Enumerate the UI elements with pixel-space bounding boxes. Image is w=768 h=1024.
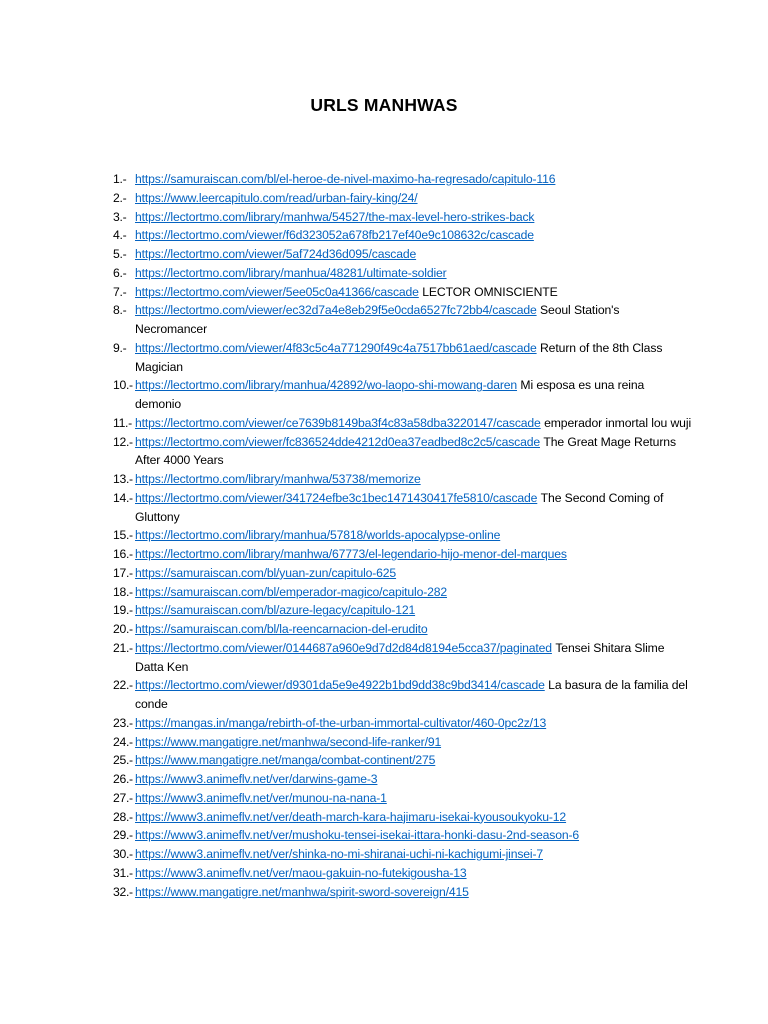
- item-number: 5.-: [113, 247, 127, 261]
- item-number: 16.-: [113, 547, 133, 561]
- item-number: 8.-: [113, 303, 127, 318]
- item-number: 19.-: [113, 603, 133, 618]
- url-link[interactable]: https://mangas.in/manga/rebirth-of-the-urban-immortal-cultivator/460-0pc2z/13: [135, 715, 547, 730]
- url-link[interactable]: https://samuraiscan.com/bl/la-reencarnacion-del-erudito: [135, 622, 428, 636]
- list-item: [113, 339, 693, 377]
- list-item: [113, 826, 693, 845]
- url-link[interactable]: https://www3.animeflv.net/ver/maou-gakuin-no-futekigousha-13: [135, 865, 467, 880]
- list-item: [113, 433, 693, 471]
- list-item: [113, 226, 693, 245]
- item-number: 25.-: [113, 753, 133, 768]
- list-item: [113, 714, 693, 733]
- url-link[interactable]: https://lectortmo.com/viewer/ce7639b8149ba3f4c83a58dba3220147/cascade: [135, 415, 541, 430]
- item-note: Return of the 8th Class Magician: [135, 340, 663, 374]
- list-item: [113, 620, 693, 639]
- item-number: 15.-: [113, 528, 133, 543]
- item-note: emperador inmortal lou wuji: [544, 415, 692, 430]
- item-number: 9.-: [113, 340, 127, 355]
- url-link[interactable]: https://lectortmo.com/library/manhua/42892/wo-laopo-shi-mowang-daren: [135, 378, 518, 393]
- item-number: 1.-: [113, 172, 127, 186]
- item-number: 11.-: [113, 415, 132, 430]
- item-note: Mi esposa es una reina demonio: [135, 378, 645, 411]
- url-link[interactable]: https://lectortmo.com/viewer/5ee05c0a41366/cascade: [135, 284, 419, 299]
- list-item: [113, 245, 693, 264]
- item-number: 21.-: [113, 640, 133, 655]
- item-number: 27.-: [113, 790, 133, 805]
- item-number: 24.-: [113, 734, 133, 749]
- list-item: [113, 414, 693, 433]
- url-link[interactable]: https://www.mangatigre.net/manhwa/second-life-ranker/91: [135, 734, 442, 749]
- url-link[interactable]: https://lectortmo.com/library/manhwa/53738/memorize: [135, 472, 421, 486]
- url-link[interactable]: https://www.mangatigre.net/manhwa/spirit-sword-sovereign/415: [135, 884, 469, 899]
- list-item: [113, 208, 693, 227]
- list-item: [113, 489, 693, 527]
- list-item: [113, 545, 693, 564]
- item-note: The Great Mage Returns After 4000 Years: [135, 434, 676, 468]
- url-link[interactable]: https://samuraiscan.com/bl/emperador-magico/capitulo-282: [135, 584, 448, 599]
- url-list: [113, 170, 693, 901]
- url-link[interactable]: https://lectortmo.com/library/manhwa/54527/the-max-level-hero-strikes-back: [135, 209, 535, 224]
- list-item: [113, 770, 693, 789]
- url-link[interactable]: https://lectortmo.com/viewer/d9301da5e9e4922b1bd9dd38c9bd3414/cascade: [135, 678, 545, 693]
- item-number: 18.-: [113, 584, 133, 599]
- url-link[interactable]: https://www3.animeflv.net/ver/mushoku-tensei-isekai-ittara-honki-dasu-2nd-season-6: [135, 828, 580, 843]
- item-number: 28.-: [113, 809, 133, 824]
- list-item: [113, 170, 693, 189]
- list-item: [113, 526, 693, 545]
- item-note: LECTOR OMNISCIENTE: [422, 284, 558, 299]
- item-number: 23.-: [113, 715, 133, 730]
- url-link[interactable]: https://www3.animeflv.net/ver/darwins-game-3: [135, 772, 378, 786]
- list-item: [113, 264, 693, 283]
- item-number: 2.-: [113, 190, 127, 205]
- item-number: 32.-: [113, 884, 133, 899]
- list-item: [113, 470, 693, 489]
- item-number: 4.-: [113, 228, 127, 243]
- url-link[interactable]: https://www.mangatigre.net/manga/combat-continent/275: [135, 753, 436, 768]
- item-number: 12.-: [113, 434, 133, 449]
- list-item: [113, 845, 693, 864]
- list-item: [113, 733, 693, 752]
- page-title: URLS MANHWAS: [310, 95, 458, 115]
- list-item: [113, 883, 693, 902]
- url-link[interactable]: https://lectortmo.com/viewer/fc836524dde4212d0ea37eadbed8c2c5/cascade: [135, 434, 540, 449]
- list-item: [113, 639, 693, 677]
- list-item: [113, 808, 693, 827]
- item-number: 17.-: [113, 565, 133, 580]
- item-number: 7.-: [113, 284, 127, 299]
- url-link[interactable]: https://lectortmo.com/viewer/341724efbe3c1bec1471430417fe5810/cascade: [135, 490, 538, 505]
- list-item: [113, 301, 693, 339]
- item-note: La basura de la familia del conde: [135, 678, 688, 711]
- item-note: Tensei Shitara Slime Datta Ken: [135, 640, 665, 674]
- item-number: 3.-: [113, 209, 127, 224]
- list-item: [113, 583, 693, 602]
- item-number: 31.-: [113, 865, 133, 880]
- item-note: Seoul Station's Necromancer: [135, 303, 620, 336]
- item-number: 29.-: [113, 828, 133, 843]
- url-link[interactable]: https://lectortmo.com/library/manhua/57818/worlds-apocalypse-online: [135, 528, 501, 543]
- url-link[interactable]: https://www3.animeflv.net/ver/death-march-kara-hajimaru-isekai-kyousoukyoku-12: [135, 809, 567, 824]
- url-link[interactable]: https://lectortmo.com/viewer/4f83c5c4a771290f49c4a7517bb61aed/cascade: [135, 340, 537, 355]
- url-link[interactable]: https://samuraiscan.com/bl/azure-legacy/capitulo-121: [135, 603, 416, 618]
- list-item: [113, 751, 693, 770]
- url-link[interactable]: https://www3.animeflv.net/ver/shinka-no-mi-shiranai-uchi-ni-kachigumi-jinsei-7: [135, 847, 544, 861]
- url-link[interactable]: https://lectortmo.com/viewer/f6d323052a678fb217ef40e9c108632c/cascade: [135, 228, 534, 243]
- url-link[interactable]: https://lectortmo.com/library/manhwa/67773/el-legendario-hijo-menor-del-marques: [135, 547, 567, 561]
- url-link[interactable]: https://samuraiscan.com/bl/el-heroe-de-nivel-maximo-ha-regresado/capitulo-116: [135, 172, 556, 186]
- list-item: [113, 376, 693, 414]
- item-number: 22.-: [113, 678, 133, 693]
- item-number: 30.-: [113, 847, 133, 861]
- list-item: [113, 189, 693, 208]
- item-number: 26.-: [113, 772, 133, 786]
- list-item: [113, 676, 693, 714]
- item-number: 10.-: [113, 378, 133, 393]
- item-number: 20.-: [113, 622, 133, 636]
- item-number: 14.-: [113, 490, 133, 505]
- list-item: [113, 283, 693, 302]
- url-link[interactable]: https://www.leercapitulo.com/read/urban-fairy-king/24/: [135, 190, 418, 205]
- list-item: [113, 564, 693, 583]
- list-item: [113, 789, 693, 808]
- url-link[interactable]: https://samuraiscan.com/bl/yuan-zun/capitulo-625: [135, 565, 397, 580]
- item-number: 13.-: [113, 472, 133, 486]
- url-link[interactable]: https://lectortmo.com/viewer/0144687a960e9d7d2d84d8194e5cca37/paginated: [135, 640, 552, 655]
- item-note: The Second Coming of Gluttony: [135, 490, 664, 524]
- url-link[interactable]: https://www3.animeflv.net/ver/munou-na-nana-1: [135, 790, 387, 805]
- url-link[interactable]: https://lectortmo.com/viewer/ec32d7a4e8eb29f5e0cda6527fc72bb4/cascade: [135, 303, 537, 318]
- list-item: [113, 601, 693, 620]
- url-link[interactable]: https://lectortmo.com/library/manhua/48281/ultimate-soldier: [135, 265, 447, 280]
- item-number: 6.-: [113, 265, 127, 280]
- list-item: [113, 864, 693, 883]
- url-link[interactable]: https://lectortmo.com/viewer/5af724d36d095/cascade: [135, 247, 417, 261]
